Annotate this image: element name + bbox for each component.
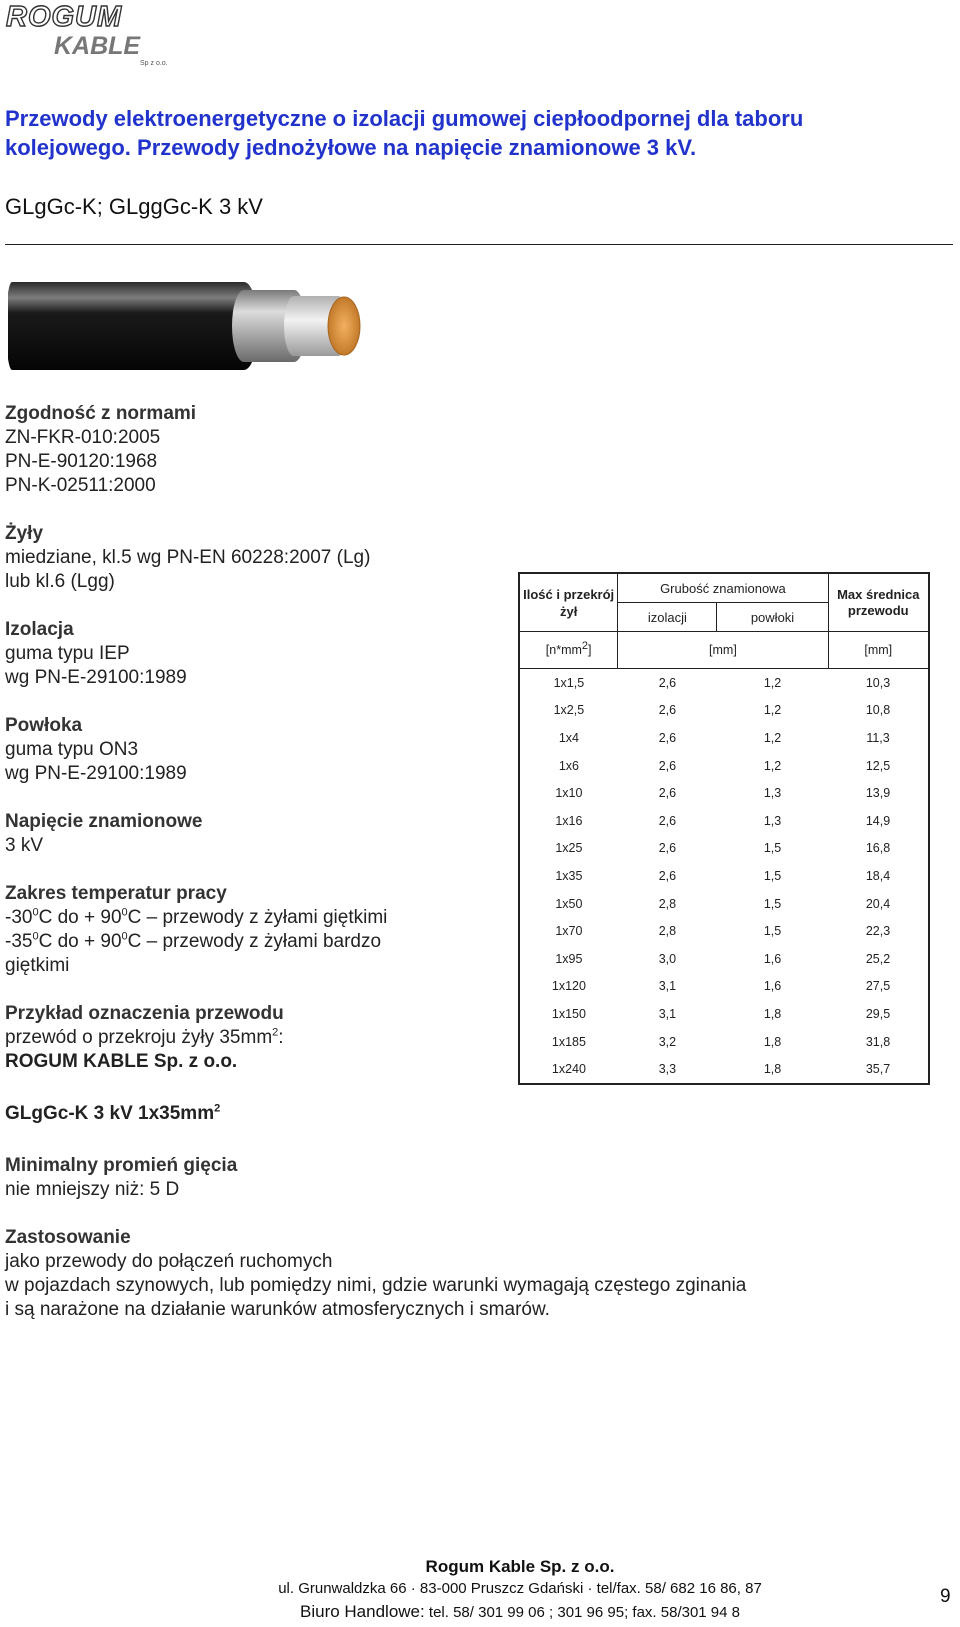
cell-insulation: 2,6 — [658, 813, 677, 828]
temp-range: C do + 90 — [38, 907, 122, 928]
cell-count: 1x95 — [555, 951, 583, 966]
office-label: Biuro Handlowe: — [300, 1602, 425, 1621]
norms-heading: Zgodność z normami — [5, 403, 197, 424]
cell-insulation: 2,8 — [658, 924, 677, 939]
footer-office — [200, 1600, 840, 1625]
sheath-heading: Powłoka — [5, 715, 83, 736]
header-diameter: Max średnica przewodu — [828, 573, 929, 632]
use-heading: Zastosowanie — [5, 1227, 131, 1248]
cell-count: 1x240 — [551, 1062, 586, 1077]
cell-insulation: 2,6 — [658, 703, 677, 718]
norm-item: PN-E-90120:1968 — [5, 451, 158, 472]
cell-diameter: 14,9 — [865, 813, 891, 828]
designation-text: GLgGc-K 3 kV 1x35mm — [5, 1103, 215, 1124]
table-row — [519, 807, 929, 835]
cell-insulation: 2,6 — [658, 786, 677, 801]
header-count: Ilość i przekrój żył — [519, 573, 618, 632]
cable-illustration — [8, 276, 388, 376]
temp-desc: C – przewody z żyłami bardzo — [127, 931, 382, 952]
example-colon: : — [278, 1027, 284, 1048]
voltage-value: 3 kV — [5, 835, 44, 856]
table-row — [519, 724, 929, 752]
temp-range: C do + 90 — [38, 931, 122, 952]
use-section — [5, 1226, 955, 1322]
norms-section — [5, 402, 475, 498]
cell-sheath: 1,8 — [763, 1006, 782, 1021]
cell-count: 1x50 — [555, 896, 583, 911]
logo-rogum-text: ROGUM — [6, 2, 123, 33]
cell-insulation: 3,1 — [658, 979, 677, 994]
cell-insulation: 3,3 — [658, 1062, 677, 1077]
footer-company: Rogum Kable Sp. z o.o. — [425, 1557, 615, 1576]
office-contact: tel. 58/ 301 99 06 ; 301 96 95; fax. 58/301 94 8 — [424, 1604, 740, 1621]
example-company: ROGUM KABLE Sp. z o.o. — [5, 1051, 238, 1072]
cores-heading: Żyły — [5, 523, 44, 544]
norm-item: PN-K-02511:2000 — [5, 475, 156, 496]
cell-sheath: 1,6 — [763, 951, 782, 966]
cell-diameter: 31,8 — [865, 1034, 891, 1049]
bend-value: nie mniejszy niż: 5 D — [5, 1179, 180, 1200]
dimensions-table — [518, 572, 930, 1085]
table-body — [519, 669, 929, 1084]
page-footer — [200, 1556, 840, 1625]
insulation-line: wg PN-E-29100:1989 — [5, 667, 187, 688]
sheath-line: wg PN-E-29100:1989 — [5, 763, 187, 784]
cell-insulation: 3,2 — [658, 1034, 677, 1049]
cell-insulation: 2,6 — [658, 841, 677, 856]
table-row — [519, 779, 929, 807]
temperature-line: giętkimi — [5, 955, 70, 976]
cell-sheath: 1,2 — [763, 703, 782, 718]
example-heading: Przykład oznaczenia przewodu — [5, 1003, 284, 1024]
cell-sheath: 1,5 — [763, 896, 782, 911]
use-line: w pojazdach szynowych, lub pomiędzy nimi, gdzie warunki wymagają częstego zginania — [5, 1275, 747, 1296]
table-row — [519, 862, 929, 890]
cell-diameter: 13,9 — [865, 786, 891, 801]
sheath-line: guma typu ON3 — [5, 739, 139, 760]
bottom-specs — [5, 1154, 955, 1346]
cell-count: 1x70 — [555, 924, 583, 939]
cores-line: miedziane, kl.5 wg PN-EN 60228:2007 (Lg) — [5, 547, 371, 568]
example-section — [5, 1002, 475, 1126]
unit-row — [519, 632, 929, 669]
logo-spzoo-text: Sp z o.o. — [140, 60, 168, 67]
cell-diameter: 29,5 — [865, 1006, 891, 1021]
table-row — [519, 835, 929, 863]
unit-count — [519, 632, 618, 669]
insulation-section — [5, 618, 475, 690]
cell-diameter: 11,3 — [866, 730, 890, 745]
table-row — [519, 752, 929, 780]
cell-sheath: 1,5 — [763, 841, 782, 856]
table-row — [519, 1028, 929, 1056]
footer-address: ul. Grunwaldzka 66 · 83-000 Pruszcz Gdański · tel/fax. 58/ 682 16 86, 87 — [278, 1580, 762, 1597]
page-title: Przewody elektroenergetyczne o izolacji gumowej ciepłoodpornej dla taboru kolejowego. Przewody jednożyłowe na napięcie znamionowe 3 kV. — [5, 106, 804, 160]
cell-count: 1x1,5 — [553, 675, 585, 690]
table-row — [519, 1000, 929, 1028]
sheath-section — [5, 714, 475, 786]
cell-diameter: 27,5 — [865, 979, 891, 994]
insulation-line: guma typu IEP — [5, 643, 130, 664]
degree-sup: 0 — [32, 930, 39, 943]
cell-diameter: 12,5 — [865, 758, 891, 773]
cell-diameter: 20,4 — [865, 896, 891, 911]
header-insulation: izolacji — [618, 603, 717, 632]
table-row — [519, 917, 929, 945]
cell-count: 1x35 — [555, 868, 583, 883]
cell-diameter: 10,8 — [865, 703, 891, 718]
table-row — [519, 1055, 929, 1084]
bend-section — [5, 1154, 955, 1202]
temp-min: -30 — [5, 907, 33, 928]
unit-thickness: [mm] — [618, 632, 828, 669]
cell-sheath: 1,3 — [763, 786, 782, 801]
cell-insulation: 2,8 — [658, 896, 677, 911]
voltage-section — [5, 810, 475, 858]
degree-sup: 0 — [32, 906, 39, 919]
square-sup: 2 — [214, 1102, 221, 1115]
table-row — [519, 697, 929, 725]
cable-type-heading: GLgGc-K; GLggGc-K 3 kV — [5, 194, 263, 219]
use-line: i są narażone na działanie warunków atmosferycznych i smarów. — [5, 1299, 550, 1320]
use-line: jako przewody do połączeń ruchomych — [5, 1251, 333, 1272]
temp-min: -35 — [5, 931, 33, 952]
voltage-heading: Napięcie znamionowe — [5, 811, 203, 832]
cell-count: 1x185 — [551, 1034, 586, 1049]
unit-count-text: [n*mm — [545, 643, 582, 657]
table-row — [519, 669, 929, 697]
example-line — [5, 1026, 475, 1050]
cell-diameter: 18,4 — [865, 868, 891, 883]
cell-insulation: 2,6 — [658, 868, 677, 883]
cell-sheath: 1,2 — [763, 675, 782, 690]
cell-sheath: 1,8 — [763, 1062, 782, 1077]
company-logo — [4, 2, 200, 68]
specifications — [5, 402, 475, 1150]
cell-sheath: 1,6 — [763, 979, 782, 994]
cell-diameter: 16,8 — [865, 841, 891, 856]
unit-diameter: [mm] — [828, 632, 929, 669]
cell-diameter: 25,2 — [865, 951, 891, 966]
divider — [5, 244, 953, 245]
cell-count: 1x25 — [555, 841, 583, 856]
cell-count: 1x2,5 — [553, 703, 585, 718]
header-thickness: Grubość znamionowa — [618, 573, 828, 603]
table-row — [519, 973, 929, 1001]
degree-sup: 0 — [121, 930, 128, 943]
temp-desc: C – przewody z żyłami giętkimi — [127, 907, 388, 928]
unit-count-close: ] — [588, 643, 592, 657]
cell-insulation: 2,6 — [658, 730, 677, 745]
cell-insulation: 3,0 — [658, 951, 677, 966]
cell-count: 1x150 — [551, 1006, 586, 1021]
square-sup: 2 — [272, 1026, 279, 1039]
norm-item: ZN-FKR-010:2005 — [5, 427, 161, 448]
dimensions-table-wrap — [518, 572, 930, 1085]
degree-sup: 0 — [121, 906, 128, 919]
temperature-line — [5, 906, 475, 930]
cell-insulation: 2,6 — [658, 758, 677, 773]
cell-count: 1x4 — [558, 730, 579, 745]
cell-diameter: 22,3 — [865, 924, 891, 939]
cell-insulation: 3,1 — [658, 1006, 677, 1021]
insulation-heading: Izolacja — [5, 619, 74, 640]
temperature-heading: Zakres temperatur pracy — [5, 883, 227, 904]
cores-line: lub kl.6 (Lgg) — [5, 571, 115, 592]
cell-sheath: 1,2 — [763, 758, 782, 773]
cell-sheath: 1,2 — [763, 730, 782, 745]
unit-sup: 2 — [581, 639, 589, 652]
cell-sheath: 1,8 — [763, 1034, 782, 1049]
example-text: przewód o przekroju żyły 35mm — [5, 1027, 273, 1048]
cell-sheath: 1,3 — [763, 813, 782, 828]
temperature-line — [5, 930, 475, 954]
page-number: 9 — [940, 1586, 951, 1607]
cell-insulation: 2,6 — [658, 675, 677, 690]
cell-sheath: 1,5 — [763, 868, 782, 883]
cores-section — [5, 522, 475, 594]
cell-count: 1x6 — [558, 758, 579, 773]
header-sheath: powłoki — [717, 603, 828, 632]
cell-count: 1x16 — [555, 813, 583, 828]
cell-count: 1x10 — [555, 786, 583, 801]
bend-heading: Minimalny promień gięcia — [5, 1155, 238, 1176]
temperature-section — [5, 882, 475, 978]
cell-sheath: 1,5 — [763, 924, 782, 939]
table-row — [519, 890, 929, 918]
cell-diameter: 10,3 — [865, 675, 891, 690]
example-designation — [5, 1102, 475, 1126]
cell-count: 1x120 — [551, 979, 586, 994]
logo-kable-text: KABLE — [54, 32, 141, 60]
cell-diameter: 35,7 — [865, 1062, 891, 1077]
table-row — [519, 945, 929, 973]
